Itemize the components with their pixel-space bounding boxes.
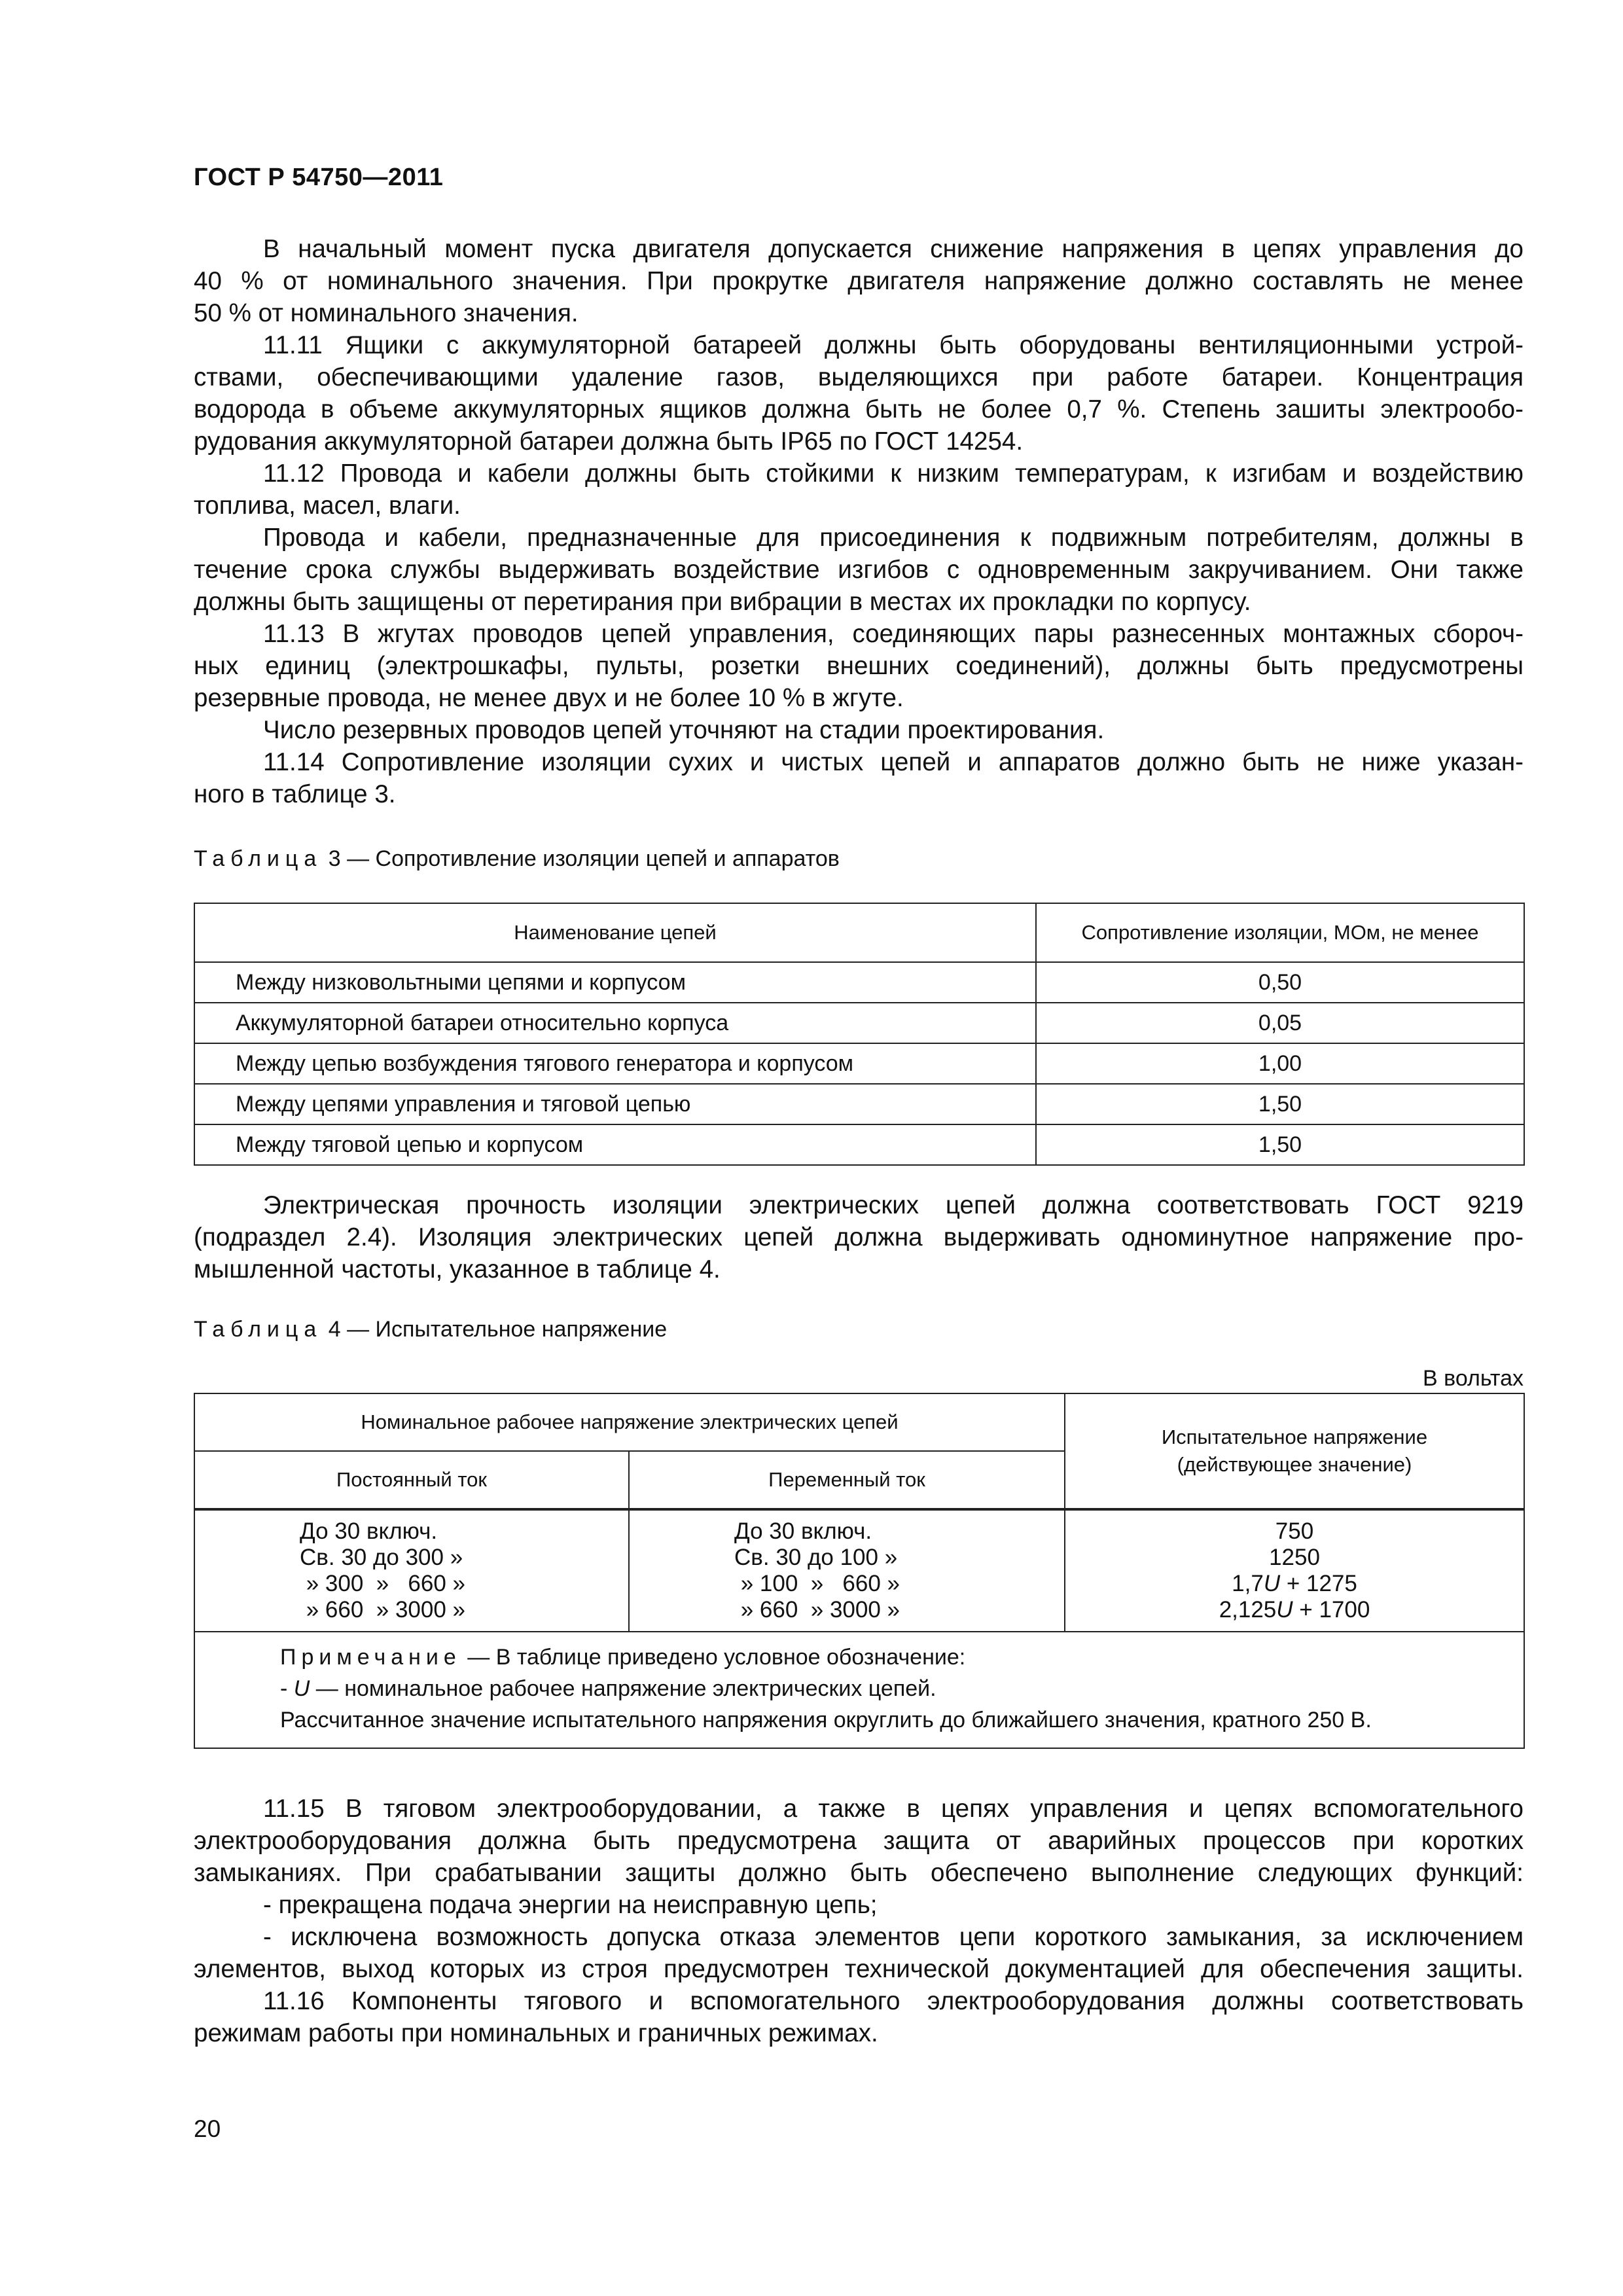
text-line: - прекращена подача энергии на неисправную цепь; (263, 1891, 878, 1919)
table4-ac-values: До 30 включ. Св. 30 до 100 » » 100 » 660 » » 660 » 3000 » (629, 1509, 1065, 1632)
text-line: 11.11 Ящики с аккумуляторной батареей должны быть оборудованы вентиляционными устрой- (263, 331, 1524, 359)
table3-cell-value: 0,50 (1036, 962, 1524, 1003)
text-line: 11.12 Провода и кабели должны быть стойкими к низким температурам, к изгибам и воздействию (263, 459, 1524, 488)
table4-unit: В вольтах (1423, 1366, 1524, 1391)
text-line: водорода в объеме аккумуляторных ящиков должна быть не более 0,7 %. Степень зашиты электрообо- (194, 395, 1524, 423)
table4 (194, 1393, 1525, 1749)
table4-header-ac: Переменный ток (629, 1451, 1065, 1509)
table3-cell-name: Между цепью возбуждения тягового генератора и корпусом (194, 1043, 1036, 1084)
text-line: Провода и кабели, предназначенные для присоединения к подвижным потребителям, должны в (263, 524, 1524, 552)
table-row (194, 1084, 1524, 1124)
text-line: 11.14 Сопротивление изоляции сухих и чистых цепей и аппаратов должно быть не ниже указан- (263, 748, 1524, 776)
table3-cell-name: Между тяговой цепью и корпусом (194, 1124, 1036, 1165)
table3 (194, 903, 1525, 1166)
table3-caption: Таблица 3 — Сопротивление изоляции цепей и аппаратов (194, 846, 840, 871)
table-row (194, 1124, 1524, 1165)
document-header: ГОСТ Р 54750—2011 (194, 164, 444, 191)
table3-cell-value: 0,05 (1036, 1003, 1524, 1043)
text-line: ного в таблице 3. (194, 780, 396, 808)
text-line: (подраздел 2.4). Изоляция электрических цепей должна выдерживать одноминутное напряжение про- (194, 1223, 1524, 1251)
text-line: ных единиц (электрошкафы, пульты, розетки внешних соединений), должны быть предусмотрены (194, 652, 1524, 680)
text-line: Число резервных проводов цепей уточняют на стадии проектирования. (263, 716, 1105, 744)
table3-header-value: Сопротивление изоляции, МОм, не менее (1036, 903, 1524, 962)
text-line: элементов, выход которых из строя предусмотрен технической документацией для обеспечения защиты. (194, 1955, 1524, 1983)
table3-cell-name: Между цепями управления и тяговой цепью (194, 1084, 1036, 1124)
table3-cell-value: 1,50 (1036, 1124, 1524, 1165)
text-line: течение срока службы выдерживать воздействие изгибов с одновременным закручиванием. Они также (194, 556, 1524, 584)
text-line: резервные провода, не менее двух и не более 10 % в жгуте. (194, 684, 904, 712)
table-row (194, 1043, 1524, 1084)
text-line: электрооборудования должна быть предусмотрена защита от аварийных процессов при коротких (194, 1827, 1524, 1855)
page-number: 20 (194, 2115, 221, 2142)
table-row (194, 962, 1524, 1003)
table3-cell-value: 1,00 (1036, 1043, 1524, 1084)
text-line: 40 % от номинального значения. При прокрутке двигателя напряжение должно составлять не менее (194, 267, 1524, 295)
text-line: 11.13 В жгутах проводов цепей управления, соединяющих пары разнесенных монтажных сбороч- (263, 620, 1524, 648)
text-line: режимам работы при номинальных и граничных режимах. (194, 2019, 878, 2047)
table4-header-group: Номинальное рабочее напряжение электрических цепей (194, 1393, 1065, 1451)
text-line: топлива, масел, влаги. (194, 492, 461, 520)
text-line: мышленной частоты, указанное в таблице 4. (194, 1255, 721, 1283)
text-line: 11.15 В тяговом электрооборудовании, а также в цепях управления и цепях вспомогательного (263, 1795, 1524, 1823)
text-line: замыканиях. При срабатывании защиты должно быть обеспечено выполнение следующих функций: (194, 1859, 1524, 1887)
table3-cell-name: Между низковольтными цепями и корпусом (194, 962, 1036, 1003)
text-line: В начальный момент пуска двигателя допускается снижение напряжения в цепях управления до (263, 235, 1524, 263)
table4-test-values: 750 1250 1,7U + 1275 2,125U + 1700 (1065, 1509, 1524, 1632)
table4-caption: Таблица 4 — Испытательное напряжение (194, 1317, 668, 1342)
text-line: - исключена возможность допуска отказа элементов цепи короткого замыкания, за исключением (263, 1923, 1524, 1951)
text-line: ствами, обеспечивающими удаление газов, выделяющихся при работе батареи. Концентрация (194, 363, 1524, 391)
text-line: 11.16 Компоненты тягового и вспомогательного электрооборудования должны соответствовать (263, 1987, 1524, 2015)
table4-note-row (194, 1632, 1524, 1748)
table-row (194, 1509, 1524, 1632)
table-row (194, 1003, 1524, 1043)
table3-header-name: Наименование цепей (194, 903, 1036, 962)
text-line: 50 % от номинального значения. (194, 299, 579, 327)
table3-cell-name: Аккумуляторной батареи относительно корпуса (194, 1003, 1036, 1043)
text-line: должны быть защищены от перетирания при вибрации в местах их прокладки по корпусу. (194, 588, 1251, 616)
table4-note: Примечание — В таблице приведено условное обозначение: - U — номинальное рабочее напряжение электрических цепей. Рассчитанное значение испытательного напряжения округлить до ближайшего значения, кратного 250 В. (194, 1632, 1524, 1748)
table4-header-test: Испытательное напряжение (действующее значение) (1065, 1393, 1524, 1509)
table4-header-dc: Постоянный ток (194, 1451, 629, 1509)
table4-dc-values: До 30 включ. Св. 30 до 300 » » 300 » 660 » » 660 » 3000 » (194, 1509, 629, 1632)
table3-cell-value: 1,50 (1036, 1084, 1524, 1124)
text-line: рудования аккумуляторной батареи должна быть IP65 по ГОСТ 14254. (194, 427, 1024, 456)
text-line: Электрическая прочность изоляции электрических цепей должна соответствовать ГОСТ 9219 (263, 1191, 1524, 1219)
